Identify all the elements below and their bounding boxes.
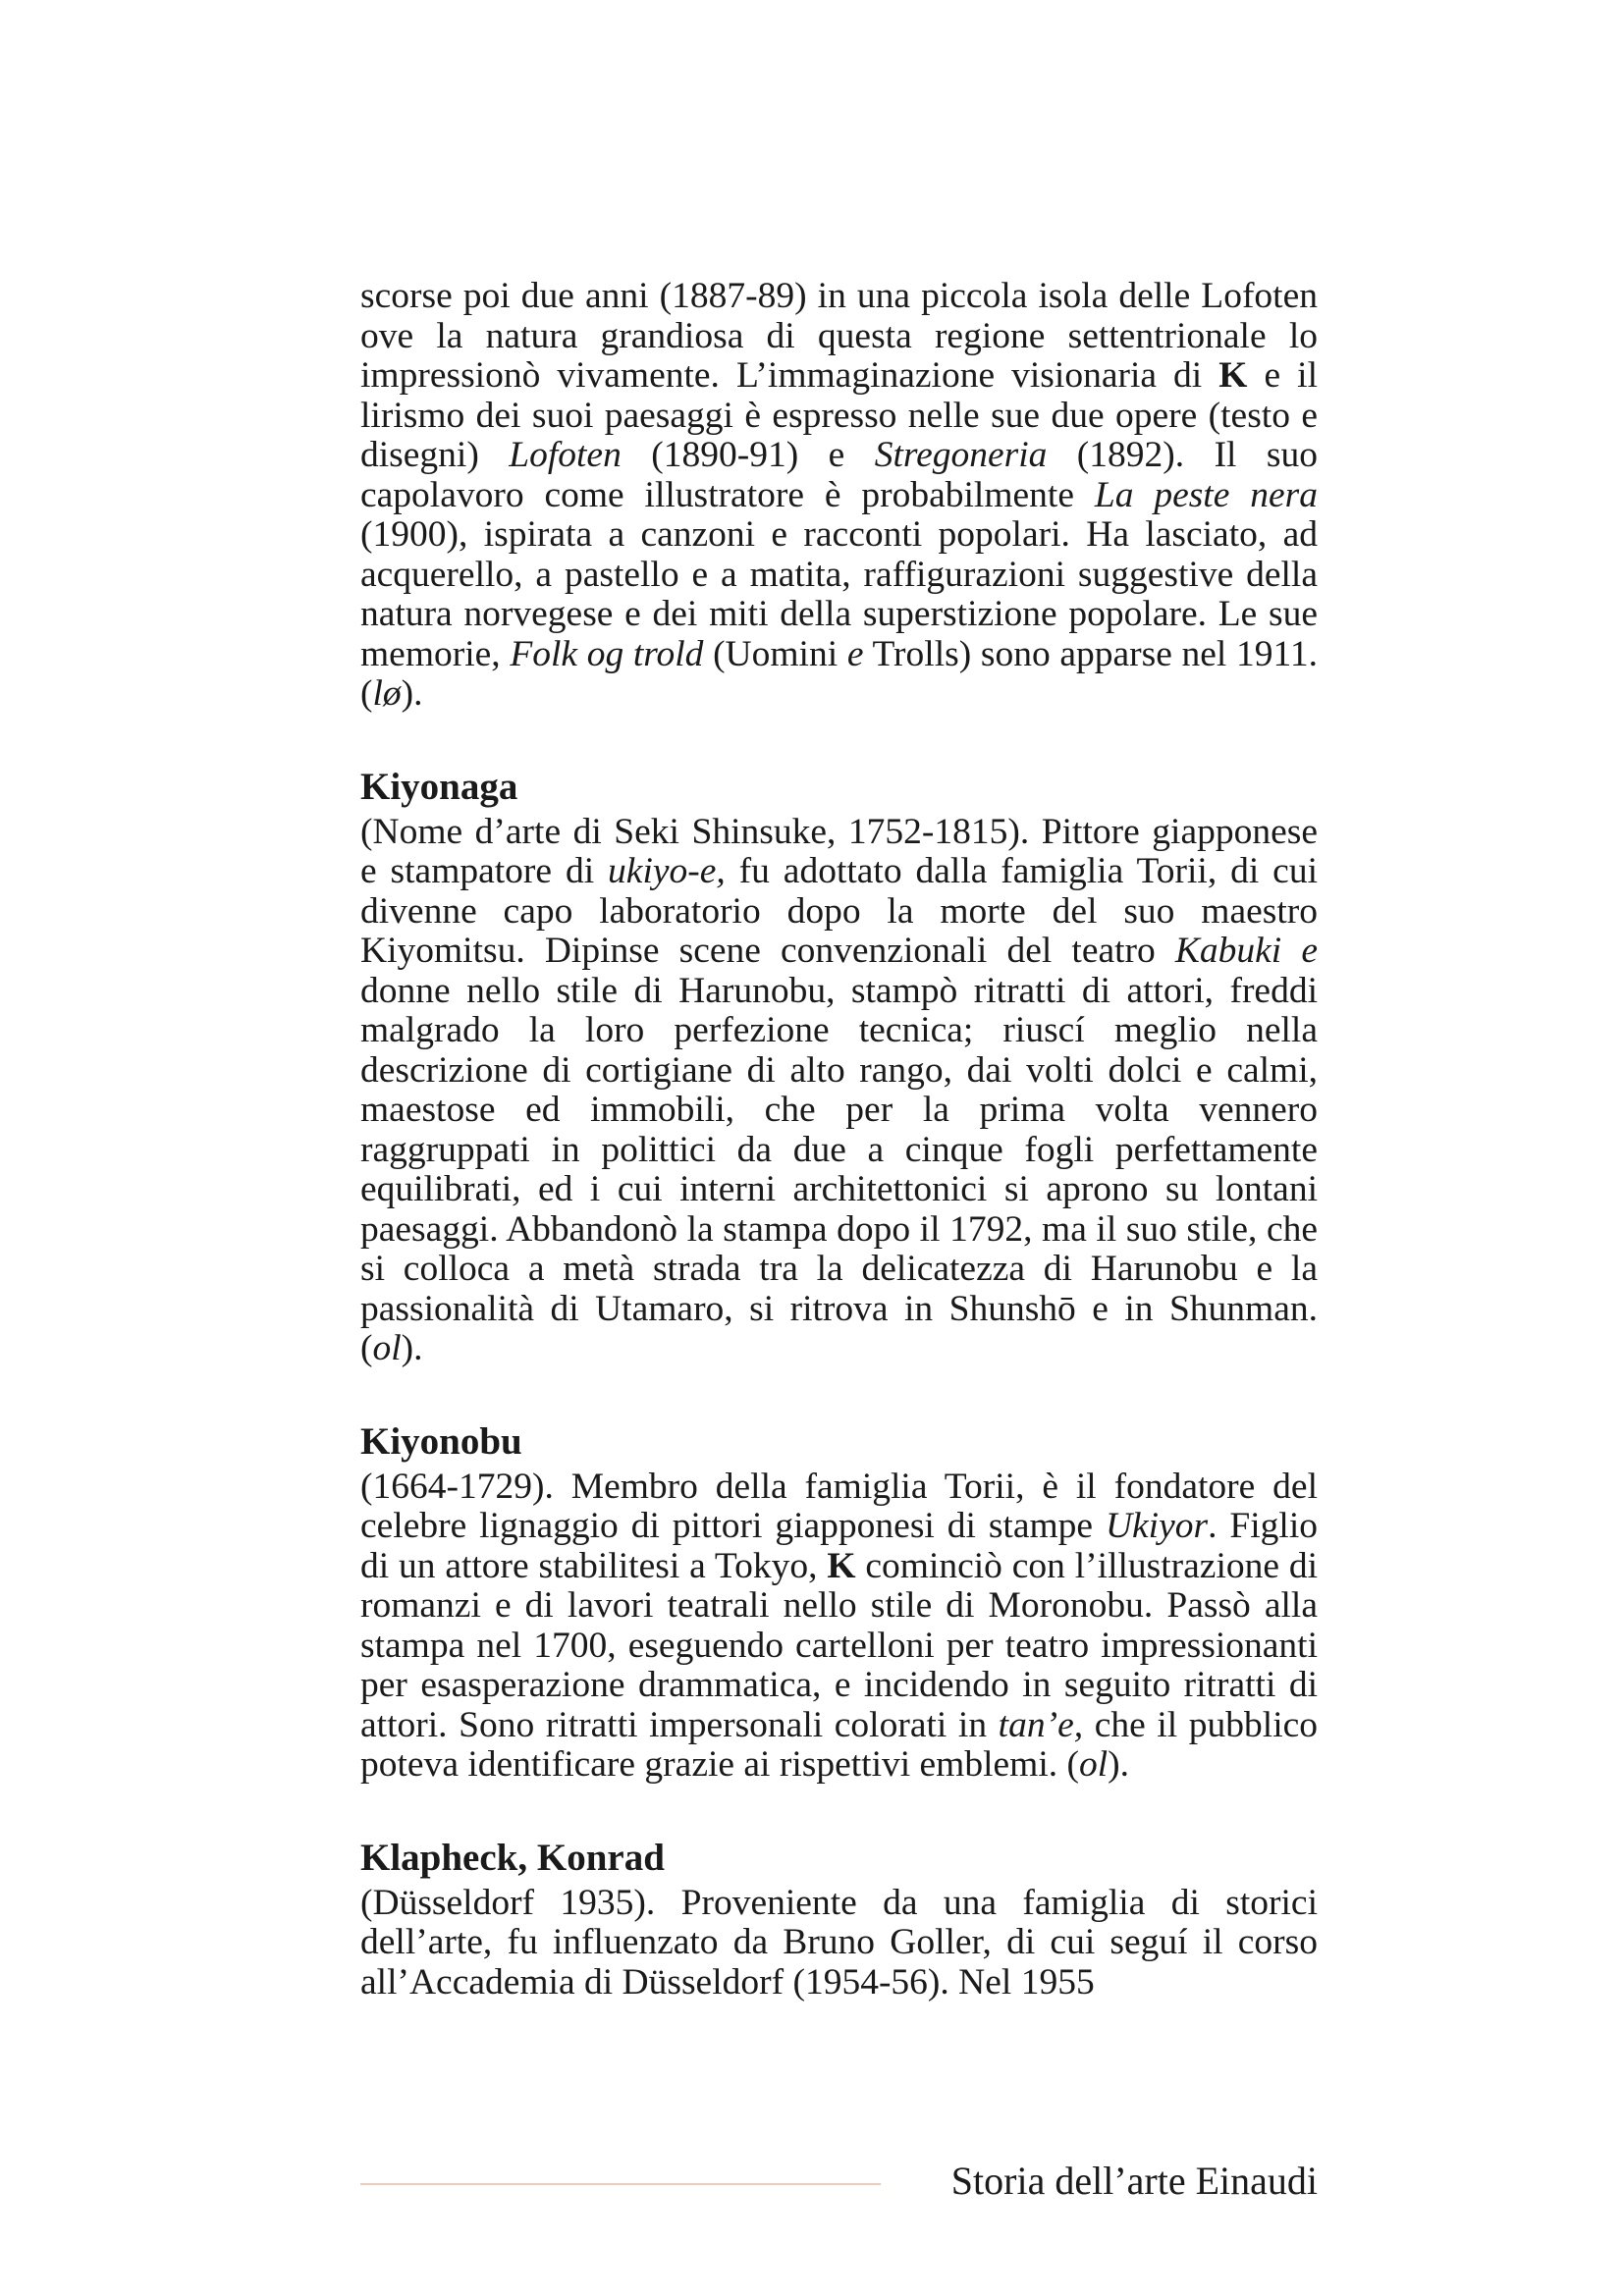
intro-k-abbrev: K [1218,355,1248,396]
kiyonaga-text-3: donne nello stile di Harunobu, stampò ritratti di attori, freddi malgrado la loro perfezione tecnica; riuscí meglio nella descrizione di cortigiane di alto rango, dai volti dolci e calmi, maestose ed immobili, che per la prima volta vennero raggruppati in polittici da due a cinque fogli perfettamente equilibrati, ed i cui interni architettonici si aprono su lontani paesaggi. Abbandonò la stampa dopo il 1792, ma il suo stile, che si colloca a metà strada tra la delicatezza di Harunobu e la passionalità di Utamaro, si ritrova in Shunshō e in Shunman. ( [360,970,1318,1368]
page-content [360,277,1318,2002]
kiyonobu-signature: ol [1078,1744,1109,1785]
kiyonobu-text-5: ). [1108,1744,1130,1785]
kiyonobu-text-3: cominciò con l’illustrazione di romanzi e di lavori teatrali nello stile di Moronobu. Passò alla stampa nel 1700, eseguendo cartelloni per teatro impressionanti per esasperazione drammatica, e incidendo in seguito ritratti di attori. Sono ritratti impersonali colorati in [360,1545,1319,1745]
entry-body-kiyonobu [360,1468,1318,1786]
intro-italic-stregoneria: Stregoneria [874,435,1048,475]
entry-title-klapheck: Klapheck, Konrad [360,1836,665,1879]
intro-text-7: Trolls) sono apparse nel 1911. ( [360,633,1318,714]
entry-title-kiyonaga: Kiyonaga [360,765,518,808]
kiyonaga-text-2: fu adottato dalla famiglia Torii, di cui divenne capo laboratorio dopo la morte del suo maestro Kiyomitsu. Dipinse scene convenzionali del teatro [360,851,1318,971]
kiyonaga-text-4: ). [401,1328,423,1368]
intro-signature: lø [372,673,402,714]
intro-text-8: ). [401,673,423,714]
footer-publication-title: Storia dell’arte Einaudi [950,2159,1318,2203]
intro-text-2: e il lirismo dei suoi paesaggi è espresso nelle sue due opere (testo e disegni) [360,355,1318,475]
entry-body-klapheck [360,1884,1318,2003]
klapheck-text-1: (Düsseldorf 1935). Proveniente da una famiglia di storici dell’arte, fu influenzato da Bruno Goller, di cui seguí il corso all’Accademia di Düsseldorf (1954-56). Nel 1955 [360,1882,1318,2002]
kiyonaga-signature: ol [372,1328,402,1368]
intro-text-1: scorse poi due anni (1887-89) in una piccola isola delle Lofoten ove la natura grandiosa di questa regione settentrionale lo impressionò vivamente. L’immaginazione visionaria di [360,276,1318,396]
kiyonaga-italic-ukiyo-e: ukiyo-e, [608,851,726,891]
page-footer [360,2160,1318,2209]
intro-italic-folk-og-trold: Folk og trold [510,633,704,674]
kiyonaga-italic-kabuki: Kabuki e [1174,931,1318,971]
intro-italic-e: e [846,633,864,674]
intro-text-5: (1900), ispirata a canzoni e racconti popolari. Ha lasciato, ad acquerello, a pastello e a matita, raffigurazioni suggestive della natura norvegese e dei miti della superstizione popolare. Le sue memorie, [360,514,1318,674]
intro-italic-lofoten: Lofoten [509,435,622,475]
intro-text-3: (1890-91) e [621,435,875,475]
entry-klapheck [360,1837,1318,2003]
kiyonobu-text-1: (1664-1729). Membro della famiglia Torii, è il fondatore del celebre lignaggio di pittori giapponesi di stampe [360,1466,1318,1546]
entry-body-kiyonaga [360,813,1318,1369]
intro-text-6: (Uomini [703,633,847,674]
kiyonobu-text-2: . Figlio di un attore stabilitesi a Tokyo, [360,1506,1318,1586]
kiyonobu-italic-ukiyor: Ukiyor [1105,1506,1209,1546]
intro-paragraph [360,277,1318,715]
intro-italic-peste-nera: La peste nera [1094,474,1318,515]
kiyonaga-text-1: (Nome d’arte di Seki Shinsuke, 1752-1815). Pittore giapponese e stampatore di [360,811,1318,891]
footer-divider [360,2183,881,2185]
intro-text-4: (1892). Il suo capolavoro come illustratore è probabilmente [360,435,1318,515]
kiyonobu-italic-tane: tan’e, [998,1704,1084,1745]
kiyonobu-k-abbrev: K [827,1545,856,1586]
entry-kiyonobu [360,1420,1318,1786]
entry-title-kiyonobu: Kiyonobu [360,1419,522,1463]
entry-kiyonaga [360,766,1318,1369]
kiyonobu-text-4: che il pubblico poteva identificare grazie ai rispettivi emblemi. ( [360,1704,1319,1785]
